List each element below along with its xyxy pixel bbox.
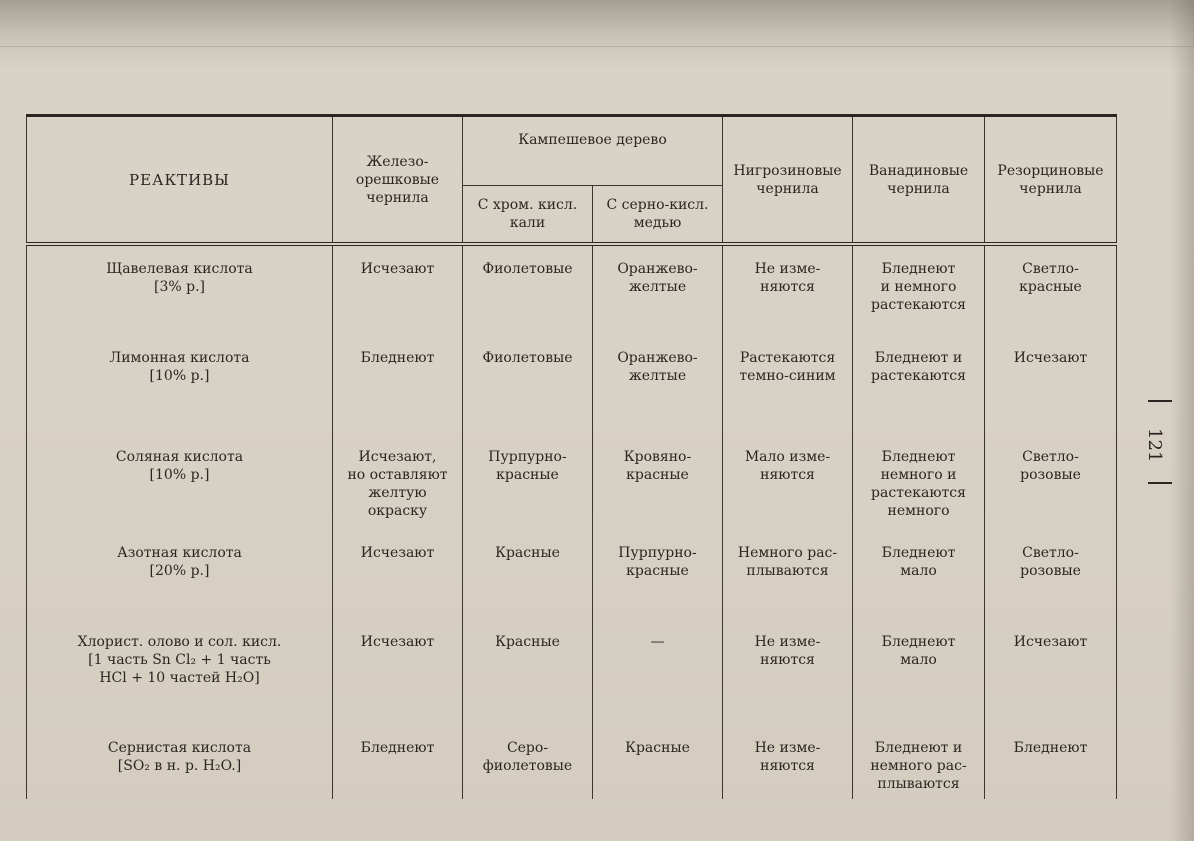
table-row <box>27 244 1117 335</box>
table-row <box>27 434 1117 530</box>
page-edge-shadow <box>1170 0 1194 841</box>
vanadium-cell: Бледнеют немного и растекаются немного <box>853 434 985 530</box>
header-logwood-chromate: С хром. кисл. кали <box>463 186 593 245</box>
logwood-copper-cell: Красные <box>593 725 723 799</box>
iron-gall-cell: Исчезают, но оставляют желтую окраску <box>333 434 463 530</box>
reagent-cell: Лимонная кислота [10% р.] <box>27 335 333 434</box>
logwood-chromate-cell: Серо- фиолетовые <box>463 725 593 799</box>
logwood-copper-cell: — <box>593 619 723 725</box>
table-row <box>27 530 1117 619</box>
iron-gall-cell: Исчезают <box>333 530 463 619</box>
vanadium-cell: Бледнеют и растекаются <box>853 335 985 434</box>
nigrosine-cell: Не изме- няются <box>723 244 853 335</box>
header-reagents: РЕАКТИВЫ <box>27 116 333 245</box>
table-row <box>27 725 1117 799</box>
table-header <box>27 116 1117 245</box>
nigrosine-cell: Растекаются темно-синим <box>723 335 853 434</box>
page-number-rule-bottom <box>1148 482 1172 484</box>
logwood-chromate-cell: Красные <box>463 619 593 725</box>
nigrosine-cell: Мало изме- няются <box>723 434 853 530</box>
vanadium-cell: Бледнеют и немного рас- плываются <box>853 725 985 799</box>
nigrosine-cell: Немного рас- плываются <box>723 530 853 619</box>
reagent-table <box>26 114 1117 799</box>
resorcinol-cell: Светло- красные <box>985 244 1117 335</box>
logwood-copper-cell: Кровяно- красные <box>593 434 723 530</box>
iron-gall-cell: Исчезают <box>333 619 463 725</box>
nigrosine-cell: Не изме- няются <box>723 725 853 799</box>
header-logwood: Кампешевое дерево <box>463 116 723 186</box>
logwood-copper-cell: Оранжево- желтые <box>593 244 723 335</box>
table-body <box>27 244 1117 799</box>
reagent-cell: Сернистая кислота [SO₂ в н. р. H₂O.] <box>27 725 333 799</box>
resorcinol-cell: Исчезают <box>985 335 1117 434</box>
iron-gall-cell: Бледнеют <box>333 335 463 434</box>
logwood-chromate-cell: Фиолетовые <box>463 335 593 434</box>
logwood-chromate-cell: Красные <box>463 530 593 619</box>
logwood-copper-cell: Пурпурно- красные <box>593 530 723 619</box>
header-iron-gall-ink: Железо- орешковые чернила <box>333 116 463 245</box>
reagent-cell: Щавелевая кислота [3% р.] <box>27 244 333 335</box>
reagent-cell: Соляная кислота [10% р.] <box>27 434 333 530</box>
resorcinol-cell: Светло- розовые <box>985 530 1117 619</box>
resorcinol-cell: Исчезают <box>985 619 1117 725</box>
vanadium-cell: Бледнеют мало <box>853 530 985 619</box>
logwood-copper-cell: Оранжево- желтые <box>593 335 723 434</box>
iron-gall-cell: Исчезают <box>333 244 463 335</box>
logwood-chromate-cell: Фиолетовые <box>463 244 593 335</box>
page-number: 121 <box>1144 428 1165 463</box>
vanadium-cell: Бледнеют мало <box>853 619 985 725</box>
resorcinol-cell: Бледнеют <box>985 725 1117 799</box>
reagent-cell: Азотная кислота [20% р.] <box>27 530 333 619</box>
header-vanadium-ink: Ванадиновые чернила <box>853 116 985 245</box>
header-nigrosine-ink: Нигрозиновые чернила <box>723 116 853 245</box>
header-resorcinol-ink: Резорциновые чернила <box>985 116 1117 245</box>
page-fold-top <box>0 0 1194 47</box>
vanadium-cell: Бледнеют и немного растекаются <box>853 244 985 335</box>
header-logwood-copper: С серно-кисл. медью <box>593 186 723 245</box>
logwood-chromate-cell: Пурпурно- красные <box>463 434 593 530</box>
iron-gall-cell: Бледнеют <box>333 725 463 799</box>
resorcinol-cell: Светло- розовые <box>985 434 1117 530</box>
nigrosine-cell: Не изме- няются <box>723 619 853 725</box>
table-row <box>27 619 1117 725</box>
reagent-table-container <box>26 114 1120 799</box>
table-row <box>27 335 1117 434</box>
reagent-cell: Хлорист. олово и сол. кисл. [1 часть Sn Cl₂ + 1 часть HCl + 10 частей H₂O] <box>27 619 333 725</box>
